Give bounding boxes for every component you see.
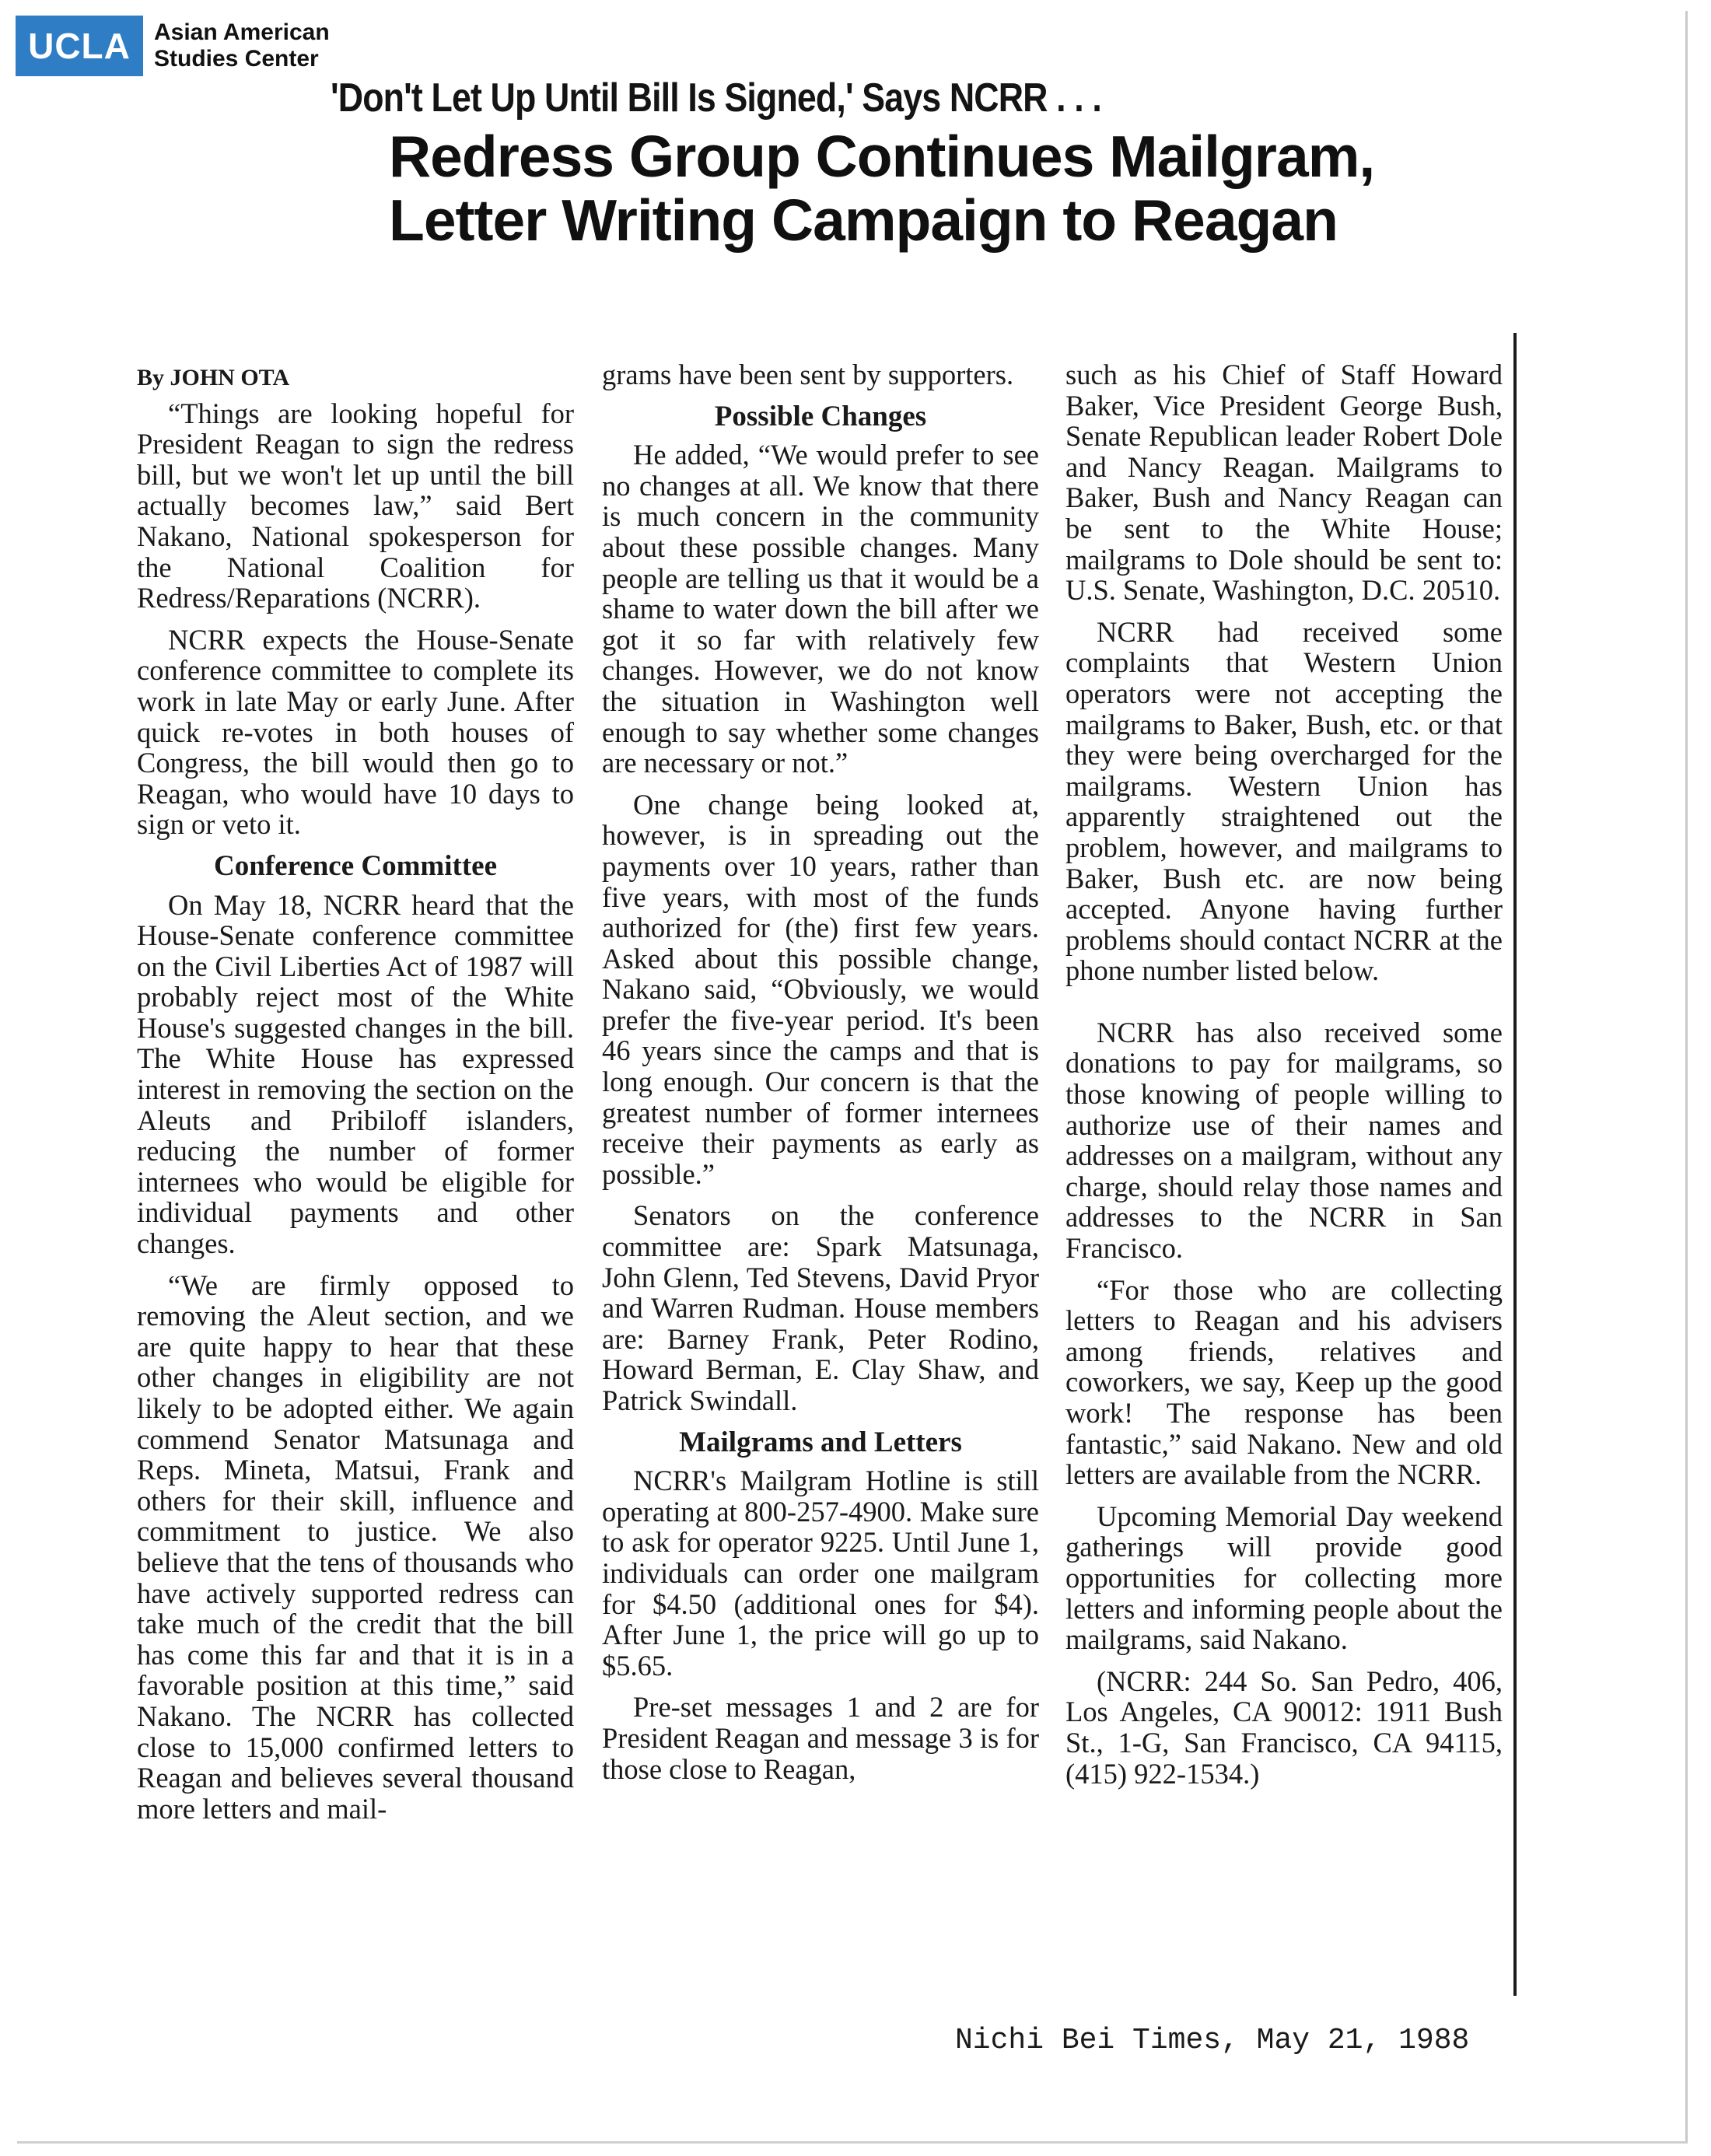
paragraph: grams have been sent by supporters. [602, 359, 1014, 390]
badge-text [154, 19, 330, 72]
spacer [1065, 997, 1503, 1017]
paragraph: He added, “We would prefer to see no changes at all. We know that there is much concern in the community about these possible changes. Many people are telling us that it would be a shame to water down the bill after we got it so far with relatively few changes. However, we do not know the situation in Washington well enough to say whether some changes are necessary or not.” [602, 439, 1039, 779]
archive-badge [16, 16, 330, 76]
subhead-mailgrams-and-letters: Mailgrams and Letters [679, 1426, 962, 1458]
paragraph: NCRR had received some complaints that Western Union operators were not accepting the mailgrams to Baker, Bush, etc. or that they were being overcharged for the mailgrams. Western Union has apparently straightened out the problem, however, and mailgrams to Baker, Bush etc. are now being accepted. Anyone having further problems should contact NCRR at the phone number listed below. [1065, 615, 1503, 987]
paragraph: Upcoming Memorial Day weekend gatherings will provide good opportunities for collecting more letters and informing people about the mailgrams, said Nakano. [1065, 1500, 1503, 1656]
subhead-possible-changes: Possible Changes [714, 400, 927, 432]
badge-line-1: Asian American [154, 19, 330, 45]
badge-line-2: Studies Center [154, 46, 319, 72]
main-headline [389, 124, 1462, 252]
paragraph: On May 18, NCRR heard that the House-Senate conference committee on the Civil Liberties Act of 1987 will probably reject most of the White House's suggested changes in the bill. The White House has expressed interest in removing the section on the Aleuts and Pribiloff islanders, reducing the number of former internees who would be eligible for individual payments and other changes. [137, 888, 574, 1260]
source-citation: Nichi Bei Times, May 21, 1988 [955, 2024, 1470, 2057]
column-rule [1513, 333, 1517, 1996]
article-column-3 [1065, 359, 1503, 1800]
byline: By JOHN OTA [137, 365, 290, 390]
article-column-1 [137, 359, 574, 1835]
paragraph: such as his Chief of Staff Howard Baker, Vice President George Bush, Senate Republican leader Robert Dole and Nancy Reagan. Mailgrams to Baker, Bush and Nancy Reagan can be sent to the White House; mailgrams to Dole should be sent to: U.S. Senate, Washington, D.C. 20510. [1065, 359, 1503, 607]
subhead-conference-committee: Conference Committee [213, 849, 498, 882]
paragraph: “Things are looking hopeful for President Reagan to sign the redress bill, but we won't let up until the bill actually becomes law,” said Bert Nakano, National spokesperson for the National Coalition for Redress/Reparations (NCRR). [137, 397, 574, 614]
ucla-logo: UCLA [16, 16, 143, 76]
paragraph: NCRR expects the House-Senate conference committee to complete its work in late May or early June. After quick re-votes in both houses of Congress, the bill would then go to Reagan, who would have 10 days to sign or veto it. [137, 623, 574, 841]
paragraph: “We are firmly opposed to removing the Aleut section, and we are quite happy to hear that these other changes in eligibility are not likely to be adopted either. We again commend Senator Matsunaga and Reps. Mineta, Matsui, Frank and others for their skill, influence and commitment to justice. We also believe that the tens of thousands who have actively supported redress can take much of the credit that the bill has come this far and that it is in a favorable position at this time,” said Nakano. The NCRR has collected close to 15,000 confirmed letters to Reagan and believes several thousand more letters and mail- [137, 1269, 574, 1825]
paragraph: One change being looked at, however, is in spreading out the payments over 10 years, rather than five years, with most of the funds authorized for (the) first few years. Asked about this possible change, Nakano said, “Obviously, we would prefer the five-year period. It's been 46 years since the camps and that is long enough. Our concern is that the greatest number of former internees receive their payments as early as possible.” [602, 788, 1039, 1190]
paragraph: (NCRR: 244 So. San Pedro, 406, Los Angeles, CA 90012: 1911 Bush St., 1-G, San Francisco, CA 94115, (415) 922-1534.) [1065, 1664, 1503, 1790]
paragraph: NCRR's Mailgram Hotline is still operating at 800-257-4900. Make sure to ask for operator 9225. Until June 1, individuals can order one mailgram for $4.50 (additional ones for $4). After June 1, the price will go up to $5.65. [602, 1465, 1039, 1682]
paragraph: NCRR has also received some donations to pay for mailgrams, so those knowing of people willing to authorize use of their names and addresses on a mailgram, without any charge, should relay those names and addresses to the NCRR in San Francisco. [1065, 1016, 1503, 1265]
kicker-headline: 'Don't Let Up Until Bill Is Signed,' Says NCRR . . . [331, 75, 1101, 121]
paragraph: “For those who are collecting letters to Reagan and his advisers among friends, relatives and coworkers, we say, Keep up the good work! The response has been fantastic,” said Nakano. New and old letters are available from the NCRR. [1065, 1273, 1503, 1491]
headline-line-2: Letter Writing Campaign to Reagan [389, 187, 1338, 253]
paragraph: Senators on the conference committee are: Spark Matsunaga, John Glenn, Ted Stevens, David Pryor and Warren Rudman. House members are: Barney Frank, Peter Rodino, Howard Berman, E. Clay Shaw, and Patrick Swindall. [602, 1199, 1039, 1416]
paragraph: Pre-set messages 1 and 2 are for President Reagan and message 3 is for those close to Reagan, [602, 1691, 1039, 1785]
headline-line-1: Redress Group Continues Mailgram, [389, 124, 1375, 189]
article-column-2 [602, 359, 1039, 1795]
